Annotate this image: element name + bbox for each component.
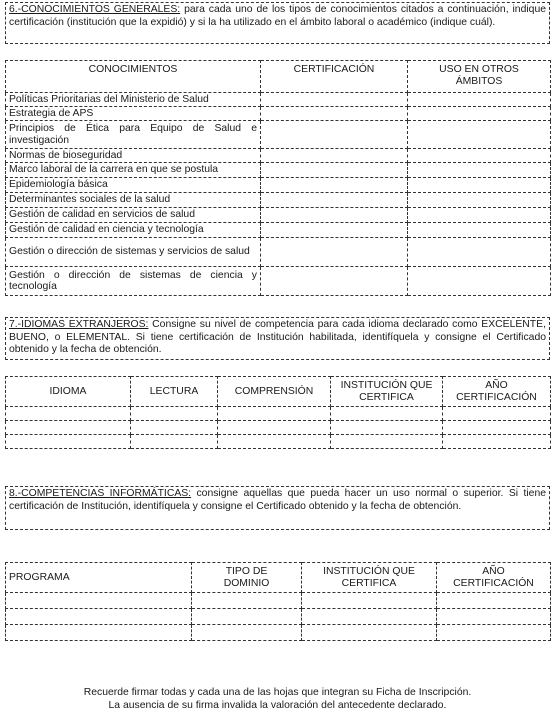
usage-cell[interactable] bbox=[408, 178, 551, 193]
row-label: Estrategia de APS bbox=[6, 107, 261, 121]
header-tipo-dominio: TIPO DE DOMINIO bbox=[192, 563, 302, 593]
institucion-cell[interactable] bbox=[302, 609, 437, 625]
certification-cell[interactable] bbox=[261, 223, 408, 238]
anio-cell[interactable] bbox=[443, 407, 551, 421]
section-8-instructions bbox=[5, 486, 550, 530]
header-anio: AÑO CERTIFICACIÓN bbox=[437, 563, 551, 593]
row-label: Gestión de calidad en servicios de salud bbox=[6, 208, 261, 223]
certification-cell[interactable] bbox=[261, 238, 408, 267]
section-6-label: 6.-CONOCIMIENTOS GENERALES: bbox=[9, 4, 181, 15]
usage-cell[interactable] bbox=[408, 193, 551, 208]
usage-cell[interactable] bbox=[408, 93, 551, 107]
signature-warning: La ausencia de su firma invalida la valoración del antecedente declarado. bbox=[108, 700, 447, 711]
table-row bbox=[6, 193, 551, 208]
programa-cell[interactable] bbox=[6, 593, 192, 609]
usage-cell[interactable] bbox=[408, 208, 551, 223]
dominio-cell[interactable] bbox=[192, 625, 302, 641]
header-programa: PROGRAMA bbox=[6, 563, 192, 593]
idioma-cell[interactable] bbox=[6, 407, 131, 421]
certification-cell[interactable] bbox=[261, 107, 408, 121]
header-conocimientos: CONOCIMIENTOS bbox=[6, 61, 261, 93]
dominio-cell[interactable] bbox=[192, 593, 302, 609]
header-uso-otros-ambitos: USO EN OTROS ÁMBITOS bbox=[408, 61, 551, 93]
section-8-label: 8.-COMPETENCIAS INFORMÁTICAS: bbox=[9, 488, 192, 499]
anio-cell[interactable] bbox=[443, 421, 551, 435]
table-row bbox=[6, 267, 551, 296]
anio-cell[interactable] bbox=[437, 625, 551, 641]
row-label: Principios de Ética para Equipo de Salud e investigación bbox=[6, 121, 261, 149]
table-row bbox=[6, 93, 551, 107]
programa-cell[interactable] bbox=[6, 609, 192, 625]
certification-cell[interactable] bbox=[261, 193, 408, 208]
computing-table bbox=[5, 562, 551, 641]
dominio-cell[interactable] bbox=[192, 609, 302, 625]
usage-cell[interactable] bbox=[408, 223, 551, 238]
section-6-instructions bbox=[5, 2, 550, 44]
institucion-cell[interactable] bbox=[302, 625, 437, 641]
table-row bbox=[6, 625, 551, 641]
table-row bbox=[6, 121, 551, 149]
usage-cell[interactable] bbox=[408, 107, 551, 121]
table-row bbox=[6, 149, 551, 163]
section-6-text: para cada uno de los tipos de conocimientos citados a continuación, indique certificación (institución que la expidió) y si la ha utilizado en el ámbito laboral o académico (indique cuál). bbox=[9, 4, 547, 28]
usage-cell[interactable] bbox=[408, 267, 551, 296]
row-label: Políticas Prioritarias del Ministerio de Salud bbox=[6, 93, 261, 107]
anio-cell[interactable] bbox=[437, 609, 551, 625]
certification-cell[interactable] bbox=[261, 163, 408, 178]
row-label: Gestión o dirección de sistemas de ciencia y tecnología bbox=[6, 267, 261, 296]
row-label: Marco laboral de la carrera en que se postula bbox=[6, 163, 261, 178]
institucion-cell[interactable] bbox=[331, 407, 443, 421]
section-7-text: Consigne su nivel de competencia para cada idioma declarado como EXCELENTE, BUENO, o ELEMENTAL. Si tiene certificación de Institución habilitada, identifíquela y consigne el Certificado obtenido y la fecha de obtención. bbox=[9, 319, 546, 355]
languages-table-header bbox=[6, 377, 551, 407]
anio-cell[interactable] bbox=[437, 593, 551, 609]
table-row bbox=[6, 223, 551, 238]
knowledge-table bbox=[5, 60, 551, 296]
usage-cell[interactable] bbox=[408, 238, 551, 267]
comprension-cell[interactable] bbox=[218, 435, 331, 449]
certification-cell[interactable] bbox=[261, 149, 408, 163]
comprension-cell[interactable] bbox=[218, 421, 331, 435]
usage-cell[interactable] bbox=[408, 163, 551, 178]
idioma-cell[interactable] bbox=[6, 435, 131, 449]
table-row bbox=[6, 107, 551, 121]
lectura-cell[interactable] bbox=[131, 435, 218, 449]
table-row bbox=[6, 435, 551, 449]
certification-cell[interactable] bbox=[261, 267, 408, 296]
institucion-cell[interactable] bbox=[331, 421, 443, 435]
header-certificacion: CERTIFICACIÓN bbox=[261, 61, 408, 93]
signature-reminder: Recuerde firmar todas y cada una de las hojas que integran su Ficha de Inscripción. bbox=[83, 687, 472, 698]
row-label: Gestión o dirección de sistemas y servicios de salud bbox=[6, 238, 261, 267]
certification-cell[interactable] bbox=[261, 93, 408, 107]
usage-cell[interactable] bbox=[408, 149, 551, 163]
row-label: Gestión de calidad en ciencia y tecnología bbox=[6, 223, 261, 238]
row-label: Normas de bioseguridad bbox=[6, 149, 261, 163]
programa-cell[interactable] bbox=[6, 625, 192, 641]
knowledge-table-header bbox=[6, 61, 551, 93]
table-row bbox=[6, 407, 551, 421]
section-7-label: 7.-IDIOMAS EXTRANJEROS: bbox=[9, 319, 149, 330]
header-comprension: COMPRENSIÓN bbox=[218, 377, 331, 407]
table-row bbox=[6, 178, 551, 193]
row-label: Epidemiología básica bbox=[6, 178, 261, 193]
header-institucion: INSTITUCIÓN QUE CERTIFICA bbox=[331, 377, 443, 407]
institucion-cell[interactable] bbox=[331, 435, 443, 449]
certification-cell[interactable] bbox=[261, 121, 408, 149]
section-7-instructions bbox=[5, 317, 550, 360]
anio-cell[interactable] bbox=[443, 435, 551, 449]
usage-cell[interactable] bbox=[408, 121, 551, 149]
table-row bbox=[6, 208, 551, 223]
idioma-cell[interactable] bbox=[6, 421, 131, 435]
lectura-cell[interactable] bbox=[131, 407, 218, 421]
row-label: Determinantes sociales de la salud bbox=[6, 193, 261, 208]
lectura-cell[interactable] bbox=[131, 421, 218, 435]
header-anio: AÑO CERTIFICACIÓN bbox=[443, 377, 551, 407]
table-row bbox=[6, 593, 551, 609]
institucion-cell[interactable] bbox=[302, 593, 437, 609]
header-idioma: IDIOMA bbox=[6, 377, 131, 407]
computing-table-header bbox=[6, 563, 551, 593]
table-row bbox=[6, 421, 551, 435]
table-row bbox=[6, 163, 551, 178]
section-8-text: consigne aquellas que pueda hacer un uso normal o superior. Si tiene certificación de Institución, identifíquela y consigne el Certificado obtenido y la fecha de obtención. bbox=[9, 488, 547, 512]
languages-table bbox=[5, 376, 551, 449]
header-institucion: INSTITUCIÓN QUE CERTIFICA bbox=[302, 563, 437, 593]
comprension-cell[interactable] bbox=[218, 407, 331, 421]
header-lectura: LECTURA bbox=[131, 377, 218, 407]
certification-cell[interactable] bbox=[261, 178, 408, 193]
table-row bbox=[6, 609, 551, 625]
certification-cell[interactable] bbox=[261, 208, 408, 223]
table-row bbox=[6, 238, 551, 267]
